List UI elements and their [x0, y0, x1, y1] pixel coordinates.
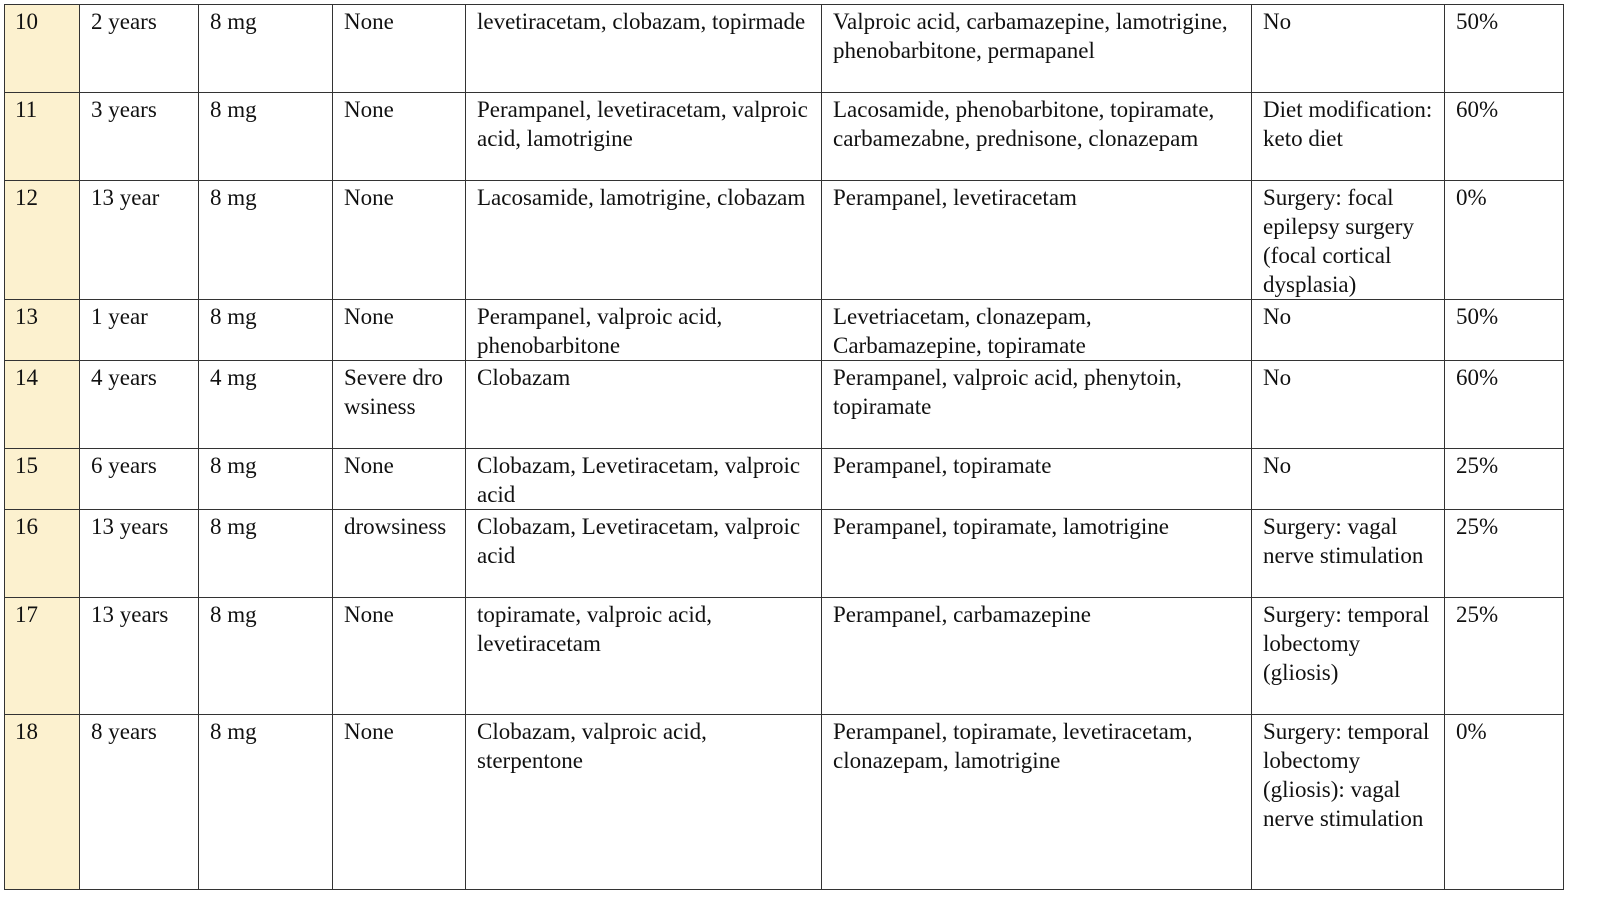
patient-table — [4, 4, 1564, 890]
patient-id-cell: 16 — [5, 510, 80, 598]
patient-id-cell: 10 — [5, 5, 80, 93]
table-row — [5, 449, 1564, 510]
side-effects-cell: Severe drowsiness — [333, 361, 466, 449]
patient-id-cell: 15 — [5, 449, 80, 510]
prior-drugs-cell: Perampanel, carbamazepine — [822, 598, 1252, 715]
age-cell: 13 years — [80, 510, 199, 598]
response-cell: 25% — [1445, 449, 1564, 510]
other-treatment-cell: Surgery: temporal lobectomy (gliosis): vagal nerve stimulation — [1252, 715, 1445, 890]
drugs-before-cell: Perampanel, valproic acid, phenobarbitone — [466, 300, 822, 361]
patient-id-cell: 11 — [5, 93, 80, 181]
other-treatment-cell: Surgery: temporal lobectomy (gliosis) — [1252, 598, 1445, 715]
patient-id-cell: 17 — [5, 598, 80, 715]
side-effects-cell: None — [333, 449, 466, 510]
patient-id-cell: 14 — [5, 361, 80, 449]
side-effects-cell: None — [333, 715, 466, 890]
dose-cell: 8 mg — [199, 715, 333, 890]
table-row — [5, 510, 1564, 598]
age-cell: 6 years — [80, 449, 199, 510]
other-treatment-cell: No — [1252, 300, 1445, 361]
drugs-before-cell: topiramate, valproic acid, levetiracetam — [466, 598, 822, 715]
prior-drugs-cell: Lacosamide, phenobarbitone, topiramate, carbamezabne, prednisone, clonazepam — [822, 93, 1252, 181]
side-effects-cell: None — [333, 93, 466, 181]
table-row — [5, 181, 1564, 300]
drugs-before-cell: Lacosamide, lamotrigine, clobazam — [466, 181, 822, 300]
response-cell: 25% — [1445, 510, 1564, 598]
other-treatment-cell: No — [1252, 5, 1445, 93]
other-treatment-cell: Diet modification: keto diet — [1252, 93, 1445, 181]
response-cell: 60% — [1445, 361, 1564, 449]
dose-cell: 8 mg — [199, 93, 333, 181]
prior-drugs-cell: Perampanel, topiramate — [822, 449, 1252, 510]
other-treatment-cell: Surgery: focal epilepsy surgery (focal cortical dysplasia) — [1252, 181, 1445, 300]
table-row — [5, 93, 1564, 181]
table-row — [5, 300, 1564, 361]
patient-id-cell: 13 — [5, 300, 80, 361]
patient-id-cell: 18 — [5, 715, 80, 890]
response-cell: 60% — [1445, 93, 1564, 181]
response-cell: 50% — [1445, 300, 1564, 361]
age-cell: 4 years — [80, 361, 199, 449]
prior-drugs-cell: Perampanel, topiramate, lamotrigine — [822, 510, 1252, 598]
other-treatment-cell: No — [1252, 361, 1445, 449]
document-page — [4, 4, 1564, 890]
response-cell: 25% — [1445, 598, 1564, 715]
side-effects-cell: None — [333, 300, 466, 361]
side-effects-cell: None — [333, 181, 466, 300]
dose-cell: 8 mg — [199, 449, 333, 510]
age-cell: 2 years — [80, 5, 199, 93]
dose-cell: 8 mg — [199, 181, 333, 300]
dose-cell: 4 mg — [199, 361, 333, 449]
prior-drugs-cell: Levetriacetam, clonazepam, Carbamazepine, topiramate — [822, 300, 1252, 361]
side-effects-cell: None — [333, 598, 466, 715]
age-cell: 13 years — [80, 598, 199, 715]
dose-cell: 8 mg — [199, 598, 333, 715]
table-row — [5, 598, 1564, 715]
drugs-before-cell: Clobazam, Levetiracetam, valproic acid — [466, 449, 822, 510]
side-effects-cell: drowsiness — [333, 510, 466, 598]
patient-id-cell: 12 — [5, 181, 80, 300]
response-cell: 50% — [1445, 5, 1564, 93]
age-cell: 3 years — [80, 93, 199, 181]
other-treatment-cell: No — [1252, 449, 1445, 510]
dose-cell: 8 mg — [199, 300, 333, 361]
age-cell: 13 year — [80, 181, 199, 300]
drugs-before-cell: levetiracetam, clobazam, topirmade — [466, 5, 822, 93]
drugs-before-cell: Perampanel, levetiracetam, valproic acid, lamotrigine — [466, 93, 822, 181]
dose-cell: 8 mg — [199, 5, 333, 93]
drugs-before-cell: Clobazam, valproic acid, sterpentone — [466, 715, 822, 890]
dose-cell: 8 mg — [199, 510, 333, 598]
response-cell: 0% — [1445, 181, 1564, 300]
table-row — [5, 715, 1564, 890]
age-cell: 1 year — [80, 300, 199, 361]
prior-drugs-cell: Perampanel, valproic acid, phenytoin, topiramate — [822, 361, 1252, 449]
prior-drugs-cell: Valproic acid, carbamazepine, lamotrigine, phenobarbitone, permapanel — [822, 5, 1252, 93]
side-effects-cell: None — [333, 5, 466, 93]
prior-drugs-cell: Perampanel, topiramate, levetiracetam, clonazepam, lamotrigine — [822, 715, 1252, 890]
table-row — [5, 5, 1564, 93]
drugs-before-cell: Clobazam, Levetiracetam, valproic acid — [466, 510, 822, 598]
response-cell: 0% — [1445, 715, 1564, 890]
table-row — [5, 361, 1564, 449]
prior-drugs-cell: Perampanel, levetiracetam — [822, 181, 1252, 300]
other-treatment-cell: Surgery: vagal nerve stimulation — [1252, 510, 1445, 598]
drugs-before-cell: Clobazam — [466, 361, 822, 449]
age-cell: 8 years — [80, 715, 199, 890]
